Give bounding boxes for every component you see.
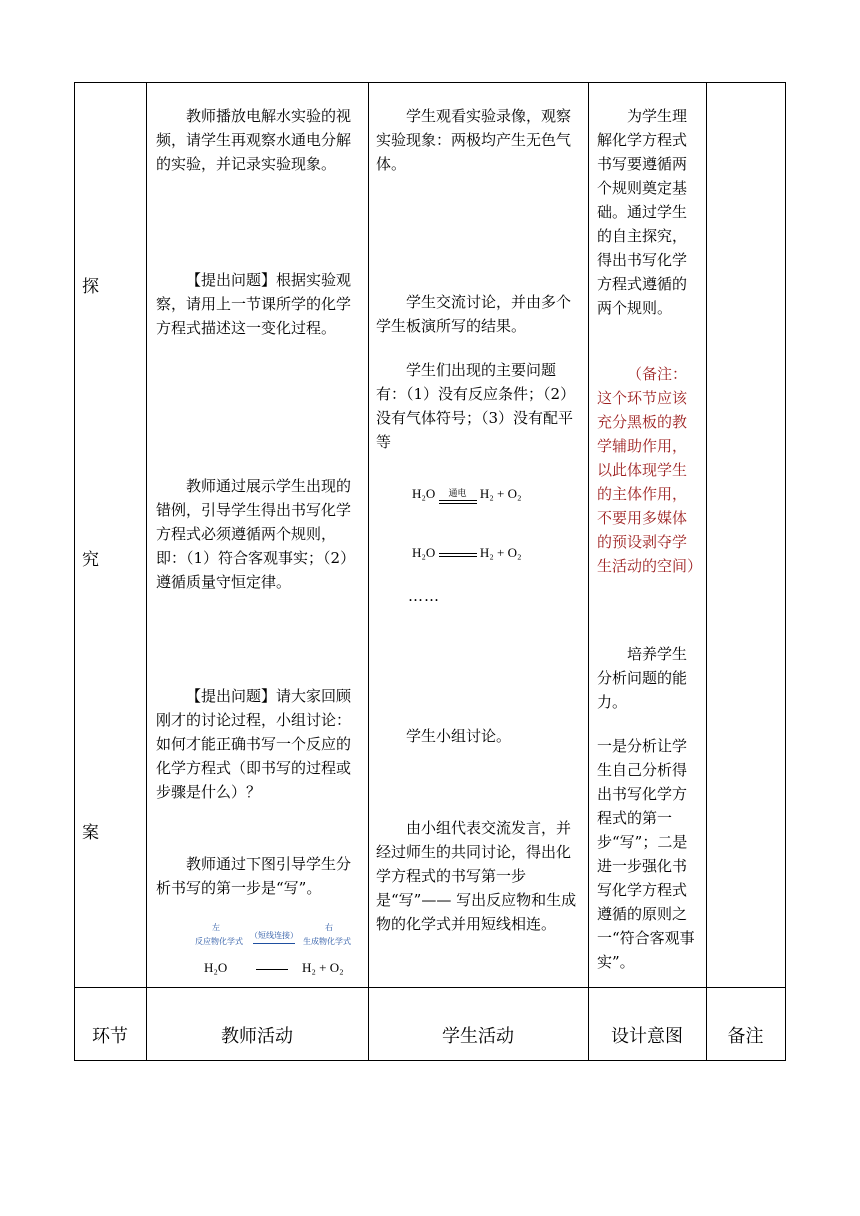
student-conclusion [376, 816, 582, 936]
eq1-arrow [439, 486, 477, 504]
table-bottom-border [74, 1060, 785, 1061]
design-paragraph-3: 一是分析让学生自己分析得出书写化学方程式的第一步“写”；二是进一步强化书写化学方程式遵循的原则之一“符合客观事实”。 [597, 737, 695, 971]
student-paragraph-3: 学生们出现的主要问题有：（1）没有反应条件；（2）没有气体符号；（3）没有配平等 [376, 361, 576, 451]
student-group-discussion [376, 724, 582, 748]
student-discussion [376, 290, 582, 338]
student-observation [376, 104, 582, 176]
eq2-arrow [439, 552, 477, 557]
col-line-4 [706, 82, 707, 1061]
diagram-right-top: 右 [325, 923, 333, 932]
diagram-connector-line [253, 943, 295, 944]
col-line-5 [785, 82, 786, 1061]
design-note-text: （备注：这个环节应该充分黑板的教学辅助作用，以此体现学生的主体作用，不要用多媒体的预设剥夺学生活动的空间） [597, 365, 703, 575]
col-line-3 [588, 82, 589, 1061]
student-ellipsis: …… [408, 587, 440, 605]
diagram-reactant: H₂O [204, 960, 228, 975]
design-note [597, 362, 701, 578]
section-label-1: 探 [82, 277, 99, 297]
header-remarks: 备注 [727, 1026, 764, 1047]
student-paragraph-1: 学生观看实验录像，观察实验现象：两极均产生无色气体。 [376, 107, 572, 173]
col-line-0 [74, 82, 75, 1061]
header-section: 环节 [92, 1026, 128, 1047]
section-label-2: 究 [82, 550, 99, 570]
diagram-products: H₂ + O₂ [302, 960, 344, 975]
col-line-1 [146, 82, 147, 1061]
eq2-reactant: H₂O [412, 545, 436, 560]
student-equation-2 [412, 545, 522, 561]
diagram-left-top: 左 [212, 923, 220, 932]
student-paragraph-2: 学生交流讨论，并由多个学生板演所写的结果。 [376, 293, 572, 335]
diagram-left-label: 反应物化学式 [195, 937, 243, 946]
teacher-paragraph-5: 教师通过下图引导学生分析书写的第一步是“写”。 [156, 855, 352, 897]
diagram-right-label: 生成物化学式 [303, 937, 351, 946]
header-student-activity: 学生活动 [442, 1026, 514, 1047]
diagram-mid-label: （短线连接） [250, 931, 298, 940]
design-paragraph-2: 培养学生分析问题的能力。 [597, 645, 688, 711]
diagram-dash [256, 969, 288, 970]
student-paragraph-5: 由小组代表交流发言，并经过师生的共同讨论，得出化学方程式的书写第一步是“写”—— 写出反应物和生成物的化学式并用短线相连。 [376, 819, 577, 933]
teacher-paragraph-2: 【提出问题】根据实验观察，请用上一节课所学的化学方程式描述这一变化过程。 [156, 271, 352, 337]
teacher-paragraph-4: 【提出问题】请大家回顾刚才的讨论过程，小组讨论：如何才能正确书写一个反应的化学方程式（即书写的过程或步骤是什么）？ [156, 687, 352, 801]
teacher-question-1 [156, 268, 362, 340]
section-label-3: 案 [82, 823, 99, 843]
header-design-intent: 设计意图 [611, 1026, 683, 1047]
design-paragraph-1: 为学生理解化学方程式书写要遵循两个规则奠定基础。通过学生的自主探究，得出书写化学方程式遵循的两个规则。 [597, 107, 688, 317]
eq2-products: H₂ + O₂ [479, 545, 522, 560]
student-equation-1 [412, 486, 522, 504]
table-row-divider [74, 987, 785, 988]
teacher-question-2 [156, 684, 362, 804]
table-top-border [74, 82, 785, 83]
header-teacher-activity: 教师活动 [221, 1026, 293, 1047]
eq1-products: H₂ + O₂ [479, 486, 522, 501]
teacher-diagram-intro [156, 852, 362, 900]
write-step-diagram [190, 922, 360, 982]
design-intent-2 [597, 642, 701, 714]
design-intent-1 [597, 104, 701, 320]
eq1-reactant: H₂O [412, 486, 436, 501]
student-problems [376, 358, 582, 454]
eq1-condition: 通电 [448, 488, 467, 499]
col-line-2 [368, 82, 369, 1061]
teacher-paragraph-3: 教师通过展示学生出现的错例，引导学生得出书写化学方程式必须遵循两个规则，即：（1）符合客观事实；（2）遵循质量守恒定律。 [156, 477, 356, 591]
design-intent-3 [597, 734, 701, 974]
teacher-column [156, 104, 362, 176]
student-paragraph-4: 学生小组讨论。 [406, 727, 512, 745]
teacher-paragraph-1: 教师播放电解水实验的视频，请学生再观察水通电分解的实验，并记录实验现象。 [156, 107, 352, 173]
teacher-rules [156, 474, 362, 594]
